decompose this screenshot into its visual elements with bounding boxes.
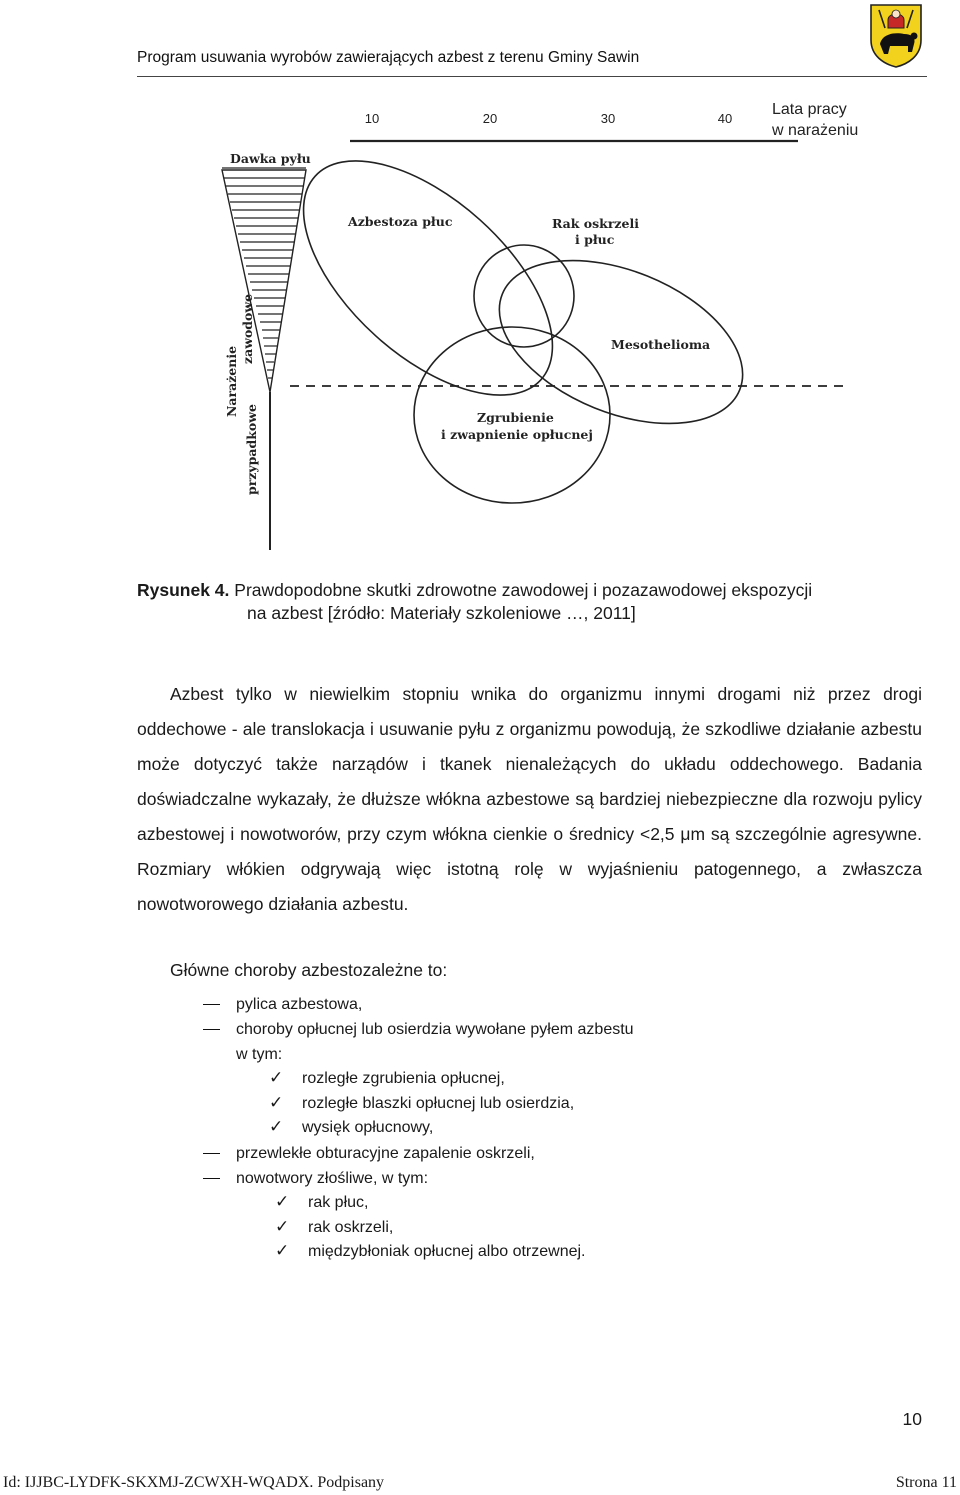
occupational-label-1: Narażenie: [224, 345, 239, 417]
list-dash: [203, 1029, 220, 1030]
plaques-label-1: Zgrubienie: [477, 410, 554, 425]
list-intro: Główne choroby azbestozależne to:: [170, 960, 448, 980]
sub-list-item: międzybłoniak opłucnej albo otrzewnej.: [308, 1243, 586, 1260]
sub-list-item: rozległe zgrubienia opłucnej,: [302, 1070, 505, 1087]
dose-label: Dawka pyłu: [230, 151, 311, 166]
axis-title-line1: Lata pracy: [772, 101, 847, 118]
check-icon: ✓: [275, 1192, 290, 1212]
tick-10: 10: [364, 111, 380, 126]
list-dash: [203, 1153, 220, 1154]
mesothelioma-label: Mesothelioma: [611, 337, 711, 352]
plaques-label-2: i zwapnienie opłucnej: [441, 427, 593, 442]
page-number: 10: [902, 1409, 922, 1429]
signature-id-footer: Id: IJJBC-LYDFK-SKXMJ-ZCWXH-WQADX. Podpisany: [3, 1474, 385, 1491]
list-item-continuation: w tym:: [236, 1046, 283, 1063]
tick-20: 20: [482, 111, 498, 126]
check-icon: ✓: [275, 1217, 290, 1237]
check-icon: ✓: [269, 1117, 284, 1137]
asbestosis-label: Azbestoza płuc: [348, 214, 453, 229]
check-icon: ✓: [275, 1241, 290, 1261]
page-counter-footer: Strona 11: [895, 1474, 957, 1491]
list-dash: [203, 1004, 220, 1005]
document-header-title: Program usuwania wyrobów zawierających azbest z terenu Gminy Sawin: [137, 49, 640, 66]
list-item: przewlekłe obturacyjne zapalenie oskrzeli,: [236, 1145, 535, 1162]
cancer-ellipse: [474, 245, 574, 347]
sub-list-item: wysięk opłucnowy,: [302, 1119, 434, 1136]
asbestosis-ellipse: [263, 118, 593, 437]
body-paragraph: Azbest tylko w niewielkim stopniu wnika do organizmu innymi drogami niż przez drogi oddechowe - ale translokacja i usuwanie pyłu z organizmu powodują, że szkodliwe działanie azbestu może dotyczyć także narządów i tkanek nienależących do układu oddechowego. Badania doświadczalne wykazały, że dłuższe włókna azbestowe są bardziej niebezpieczne dla rozwoju pylicy azbestowej i nowotworów, przy czym włókna cienkie o średnicy <2,5 μm są szczególnie agresywne. Rozmiary włókien odgrywają więc istotną rolę w wyjaśnieniu patogennego, a zwłaszcza nowotworowego działania azbestu.: [137, 684, 922, 914]
list-item: pylica azbestowa,: [236, 996, 363, 1013]
list-item: choroby opłucnej lub osierdzia wywołane pyłem azbestu: [236, 1021, 634, 1038]
sub-list-item: rak płuc,: [308, 1194, 369, 1211]
coat-of-arms-icon: [868, 2, 924, 68]
incidental-label: przypadkowe: [244, 404, 259, 495]
tick-30: 30: [600, 111, 616, 126]
cancer-label-2: i płuc: [575, 232, 615, 247]
axis-title-line2: w narażeniu: [772, 122, 859, 139]
list-item: nowotwory złośliwe, w tym:: [236, 1170, 429, 1187]
health-effects-diagram: [200, 92, 900, 557]
cancer-label-1: Rak oskrzeli: [552, 216, 639, 231]
list-dash: [203, 1178, 220, 1179]
header-divider: [137, 76, 927, 77]
occupational-label-2: zawodowe: [240, 293, 255, 364]
sub-list-item: rozległe blaszki opłucnej lub osierdzia,: [302, 1095, 575, 1112]
check-icon: ✓: [269, 1093, 284, 1113]
sub-list-item: rak oskrzeli,: [308, 1219, 394, 1236]
check-icon: ✓: [269, 1068, 284, 1088]
caption-lead: Rysunek 4.: [137, 580, 230, 600]
figure-caption: [137, 579, 937, 625]
tick-40: 40: [717, 111, 733, 126]
caption-line1: Prawdopodobne skutki zdrowotne zawodowej i pozazawodowej ekspozycji: [229, 580, 813, 600]
caption-line2: na azbest [źródło: Materiały szkoleniowe …, 2011]: [247, 603, 636, 623]
